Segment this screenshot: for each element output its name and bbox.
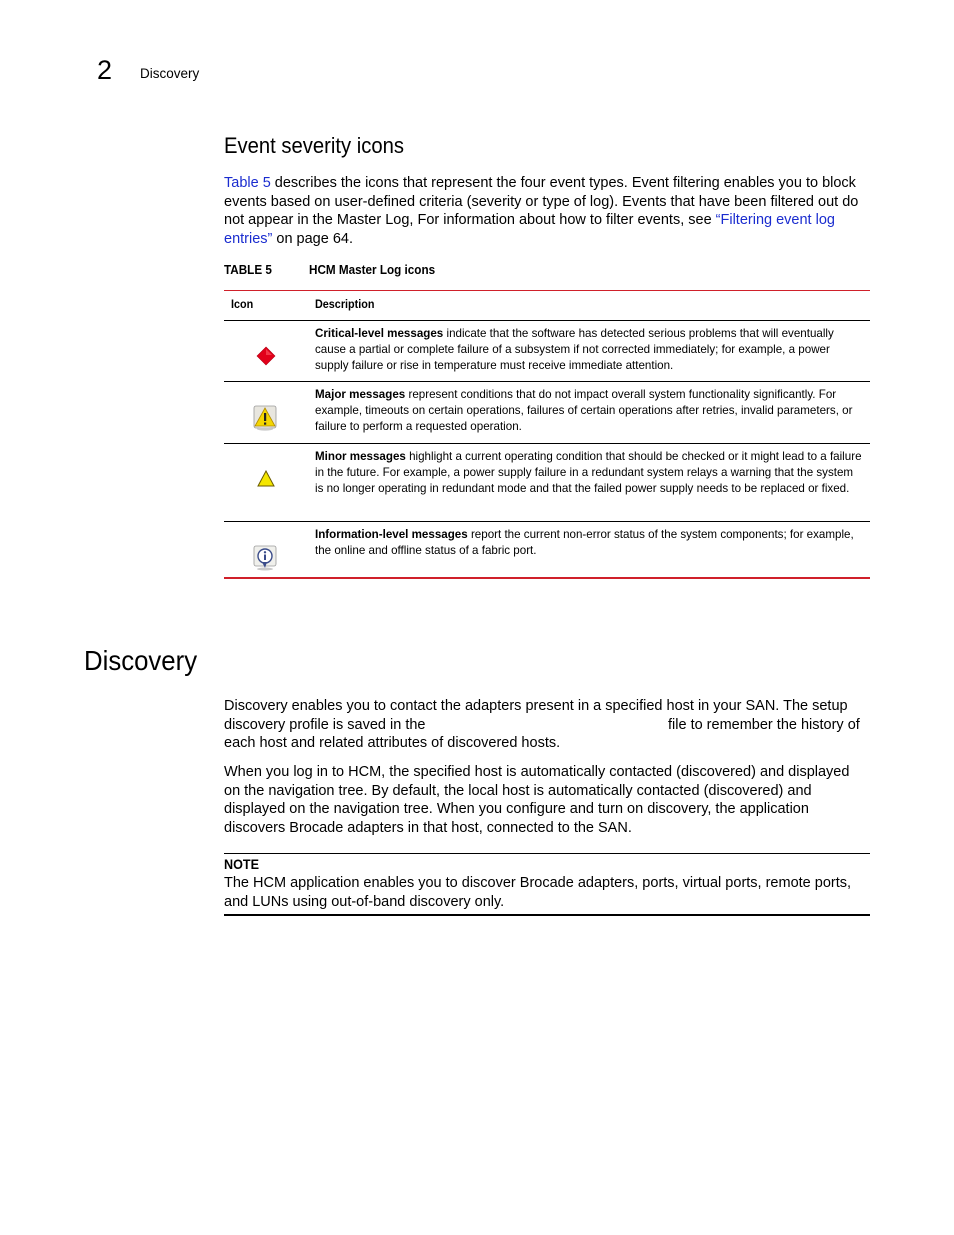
- discovery-p1-line3: each host and related attributes of discovered hosts.: [224, 735, 561, 752]
- table-caption-title: HCM Master Log icons: [309, 262, 436, 277]
- note-body: [224, 874, 870, 911]
- intro-text-1: describes the icons that represent the four event types. Event filtering enables you to block: [270, 175, 856, 191]
- table-caption-label: TABLE 5: [224, 262, 272, 277]
- critical-diamond-icon: [256, 346, 276, 371]
- information-term: Information-level messages: [315, 528, 468, 541]
- note-line: and LUNs using out-of-band discovery only.: [224, 893, 505, 910]
- table5-link[interactable]: Table 5: [224, 175, 271, 191]
- intro-paragraph: [224, 174, 874, 249]
- discovery-p2-line: discovers Brocade adapters in that host, connected to the SAN.: [224, 820, 632, 837]
- table-header-description: Description: [315, 297, 375, 311]
- filtering-link-part1[interactable]: “Filtering event log: [715, 212, 835, 229]
- discovery-paragraph-1: [224, 697, 870, 753]
- discovery-p2-line: When you log in to HCM, the specified host is automatically contacted (discovered) and displayed: [224, 764, 850, 780]
- filtering-link-part2[interactable]: entries”: [224, 231, 273, 248]
- table-top-rule: [224, 290, 870, 291]
- major-text: represent conditions that do not impact overall system functionality significantly. For example, timeouts on certain operations, failures of certain operations after retries, invalid parameters, or failure to perform a requested operation.: [315, 388, 853, 434]
- information-text: report the current non-error status of the system components; for example, the online and offline status of a fabric port.: [315, 528, 854, 558]
- note-bottom-rule: [224, 914, 870, 916]
- table-row-critical-description: [315, 326, 863, 375]
- discovery-p2-line: on the navigation tree. By default, the local host is automatically contacted (discovered) and: [224, 782, 812, 799]
- note-top-rule: [224, 853, 870, 854]
- discovery-p1-line2a: discovery profile is saved in the: [224, 716, 426, 733]
- table-row-divider: [224, 521, 870, 522]
- major-term: Major messages: [315, 388, 406, 401]
- intro-text-3: not appear in the Master Log, For information about how to filter events, see: [224, 212, 716, 229]
- table-row-minor-description: [315, 449, 863, 498]
- minor-text: highlight a current operating condition that should be checked or it might lead to a failure in the future. For example, a power supply failure in a redundant system relays a warning that the system is no longer operating in redundant mode and that the failed power supply needs to be replaced or fixed.: [315, 450, 862, 496]
- critical-text: indicate that the software has detected serious problems that will eventually cause a partial or complete failure of a subsystem if not corrected immediately; for example, a power supply failure or rise in temperature must receive immediate attention.: [315, 327, 834, 373]
- critical-term: Critical-level messages: [315, 327, 444, 340]
- intro-text-2: events based on user-defined criteria (severity or type of log). Events that have been filtered out do: [224, 193, 859, 210]
- table-header-icon: Icon: [231, 297, 254, 311]
- running-header-title: Discovery: [140, 66, 200, 81]
- note-label: NOTE: [224, 856, 260, 872]
- table-bottom-rule: [224, 577, 870, 579]
- discovery-p2-line: displayed on the navigation tree. When you configure and turn on discovery, the application: [224, 801, 809, 818]
- discovery-paragraph-2: [224, 763, 870, 838]
- discovery-p1-line2b: file to remember the history of: [668, 716, 860, 733]
- minor-term: Minor messages: [315, 450, 406, 463]
- discovery-p1-line1: Discovery enables you to contact the adapters present in a specified host in your SAN. The setup: [224, 698, 848, 714]
- chapter-number: 2: [97, 55, 113, 85]
- table-header-rule: [224, 320, 870, 321]
- table-row-divider: [224, 381, 870, 382]
- information-icon: [253, 545, 277, 576]
- intro-text-end: on page 64.: [272, 231, 353, 248]
- major-warning-icon: [253, 405, 277, 436]
- section-heading-discovery: Discovery: [84, 645, 198, 676]
- section-heading-event-severity: Event severity icons: [224, 133, 404, 158]
- table-row-divider: [224, 443, 870, 444]
- table-row-major-description: [315, 387, 863, 436]
- minor-triangle-icon: [257, 470, 275, 492]
- note-line: The HCM application enables you to discover Brocade adapters, ports, virtual ports, remote ports,: [224, 875, 852, 891]
- table-row-information-description: [315, 527, 863, 559]
